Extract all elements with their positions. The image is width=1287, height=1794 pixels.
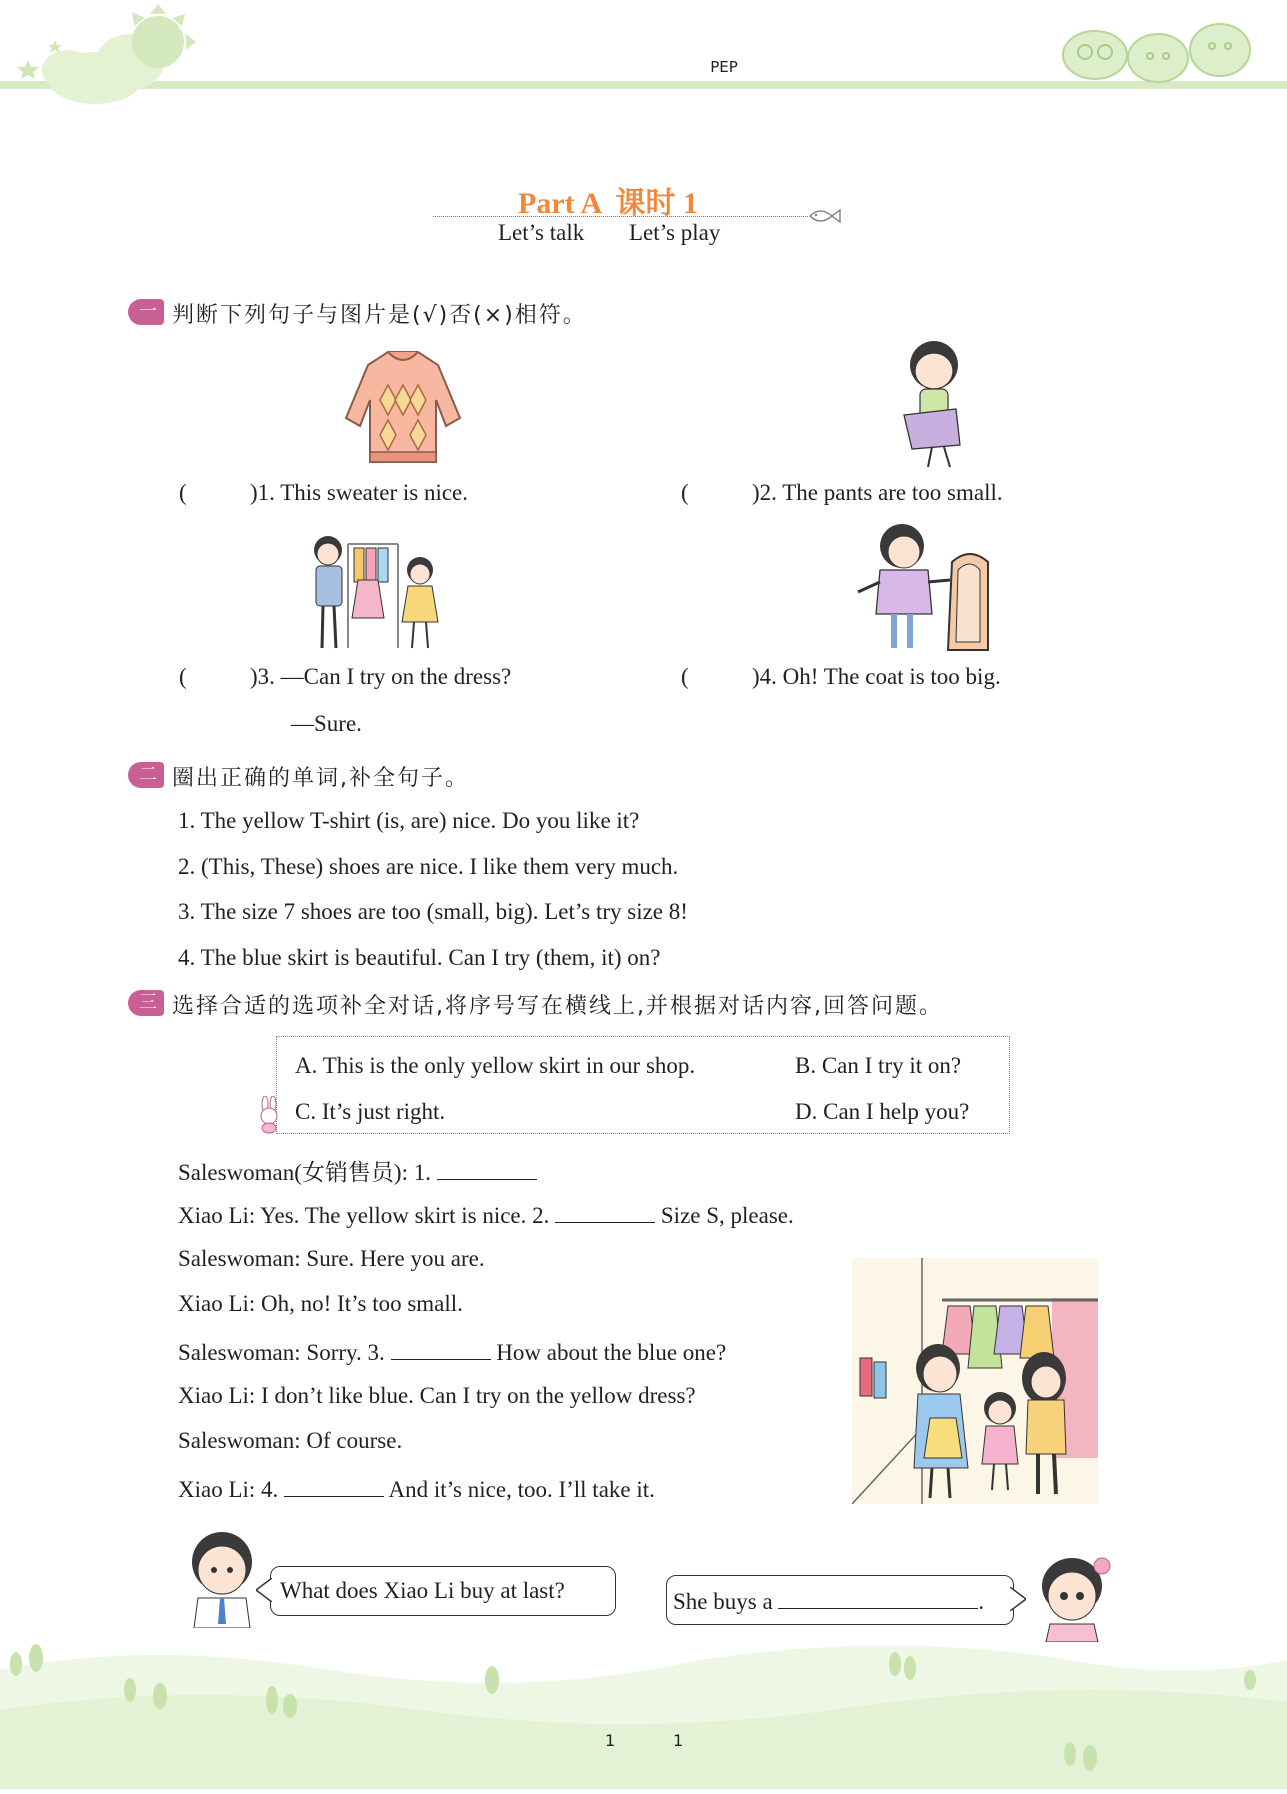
answer-paren-3[interactable]: ( [179,664,187,689]
section-badge-number: 一 [139,301,157,322]
footer-decoration [0,1630,1287,1789]
sweater-illustration [338,340,468,475]
answer-suffix: . [978,1589,985,1614]
judgement-item-2: )2. The pants are too small. [752,480,1003,505]
lesson-subtitle-talk: Let’s talk [498,220,585,245]
section-3-instruction: 选择合适的选项补全对话,将序号写在横线上,并根据对话内容,回答问题。 [172,994,943,1019]
girl-mirror-illustration [852,522,1002,659]
dialogue-line-3: Saleswoman: Sure. Here you are. [178,1246,485,1271]
blank-4[interactable] [284,1474,384,1497]
dialogue-line-text-after: How about the blue one? [496,1340,727,1365]
answer-paren-1[interactable]: ( [179,480,187,505]
answer-blank[interactable] [778,1586,978,1609]
circle-word-item-2: 2. (This, These) shoes are nice. I like them very much. [178,854,679,879]
page-number-right: 1 [673,1731,684,1750]
dialogue-line-text: Saleswoman: Sorry. 3. [178,1340,385,1365]
section-2-instruction: 圈出正确的单词,补全句子。 [172,766,469,791]
section-1-instruction: 判断下列句子与图片是(√)否(×)相符。 [172,303,587,328]
rabbit-icon [256,1096,282,1139]
circle-word-item-4: 4. The blue skirt is beautiful. Can I try (them, it) on? [178,945,661,970]
lesson-title: Part A 课时 1 [518,187,698,220]
dialogue-line-text: Saleswoman(女销售员): 1. [178,1160,431,1185]
section-badge-number: 二 [139,764,157,785]
answer-prefix: She buys a [673,1589,773,1614]
dialogue-line-6: Xiao Li: I don’t like blue. Can I try on the yellow dress? [178,1383,696,1408]
shop-dress-illustration [298,530,448,663]
dialogue-line-8 [178,1474,655,1503]
question-text: What does Xiao Li buy at last? [280,1578,565,1603]
judgement-item-1: )1. This sweater is nice. [250,480,469,505]
section-badge-1 [128,299,164,325]
blank-1[interactable] [437,1157,537,1180]
title-dotted-rule [433,216,808,217]
answer-line [673,1586,984,1615]
boy-avatar [184,1528,258,1633]
dialogue-line-text-after: And it’s nice, too. I’ll take it. [388,1477,655,1502]
dialogue-line-2 [178,1200,794,1229]
circle-word-item-3: 3. The size 7 shoes are too (small, big). Let’s try size 8! [178,899,688,924]
judgement-item-3-reply: —Sure. [291,711,362,736]
dialogue-line-text: Xiao Li: Yes. The yellow skirt is nice. 2. [178,1203,550,1228]
circle-word-item-1: 1. The yellow T-shirt (is, are) nice. Do you like it? [178,808,640,833]
clothes-shop-illustration [852,1258,1098,1509]
dialogue-line-text: Xiao Li: 4. [178,1477,279,1502]
section-badge-2 [128,762,164,788]
option-c: C. It’s just right. [295,1099,446,1124]
blank-3[interactable] [391,1337,491,1360]
page-number-left: 1 [605,1731,616,1750]
answer-paren-4[interactable]: ( [681,664,689,689]
dialogue-line-4: Xiao Li: Oh, no! It’s too small. [178,1291,463,1316]
answer-bubble-tail [1010,1587,1026,1616]
judgement-item-4: )4. Oh! The coat is too big. [752,664,1001,689]
judgement-item-3: )3. —Can I try on the dress? [250,664,512,689]
dialogue-line-5 [178,1337,726,1366]
lesson-subtitle-play: Let’s play [629,220,721,245]
fish-icon [808,206,842,231]
dialogue-line-text-after: Size S, please. [660,1203,794,1228]
option-d: D. Can I help you? [795,1099,970,1124]
dialogue-line-1 [178,1154,537,1187]
option-b: B. Can I try it on? [795,1053,962,1078]
question-bubble-tail [256,1578,272,1607]
header-label: PEP [710,58,738,76]
girl-pants-illustration [882,335,982,480]
blank-2[interactable] [555,1200,655,1223]
answer-paren-2[interactable]: ( [681,480,689,505]
option-a: A. This is the only yellow skirt in our shop. [295,1053,696,1078]
dialogue-line-7: Saleswoman: Of course. [178,1428,403,1453]
section-badge-number: 三 [139,992,157,1013]
header-decoration [0,0,1287,110]
section-badge-3 [128,990,164,1016]
